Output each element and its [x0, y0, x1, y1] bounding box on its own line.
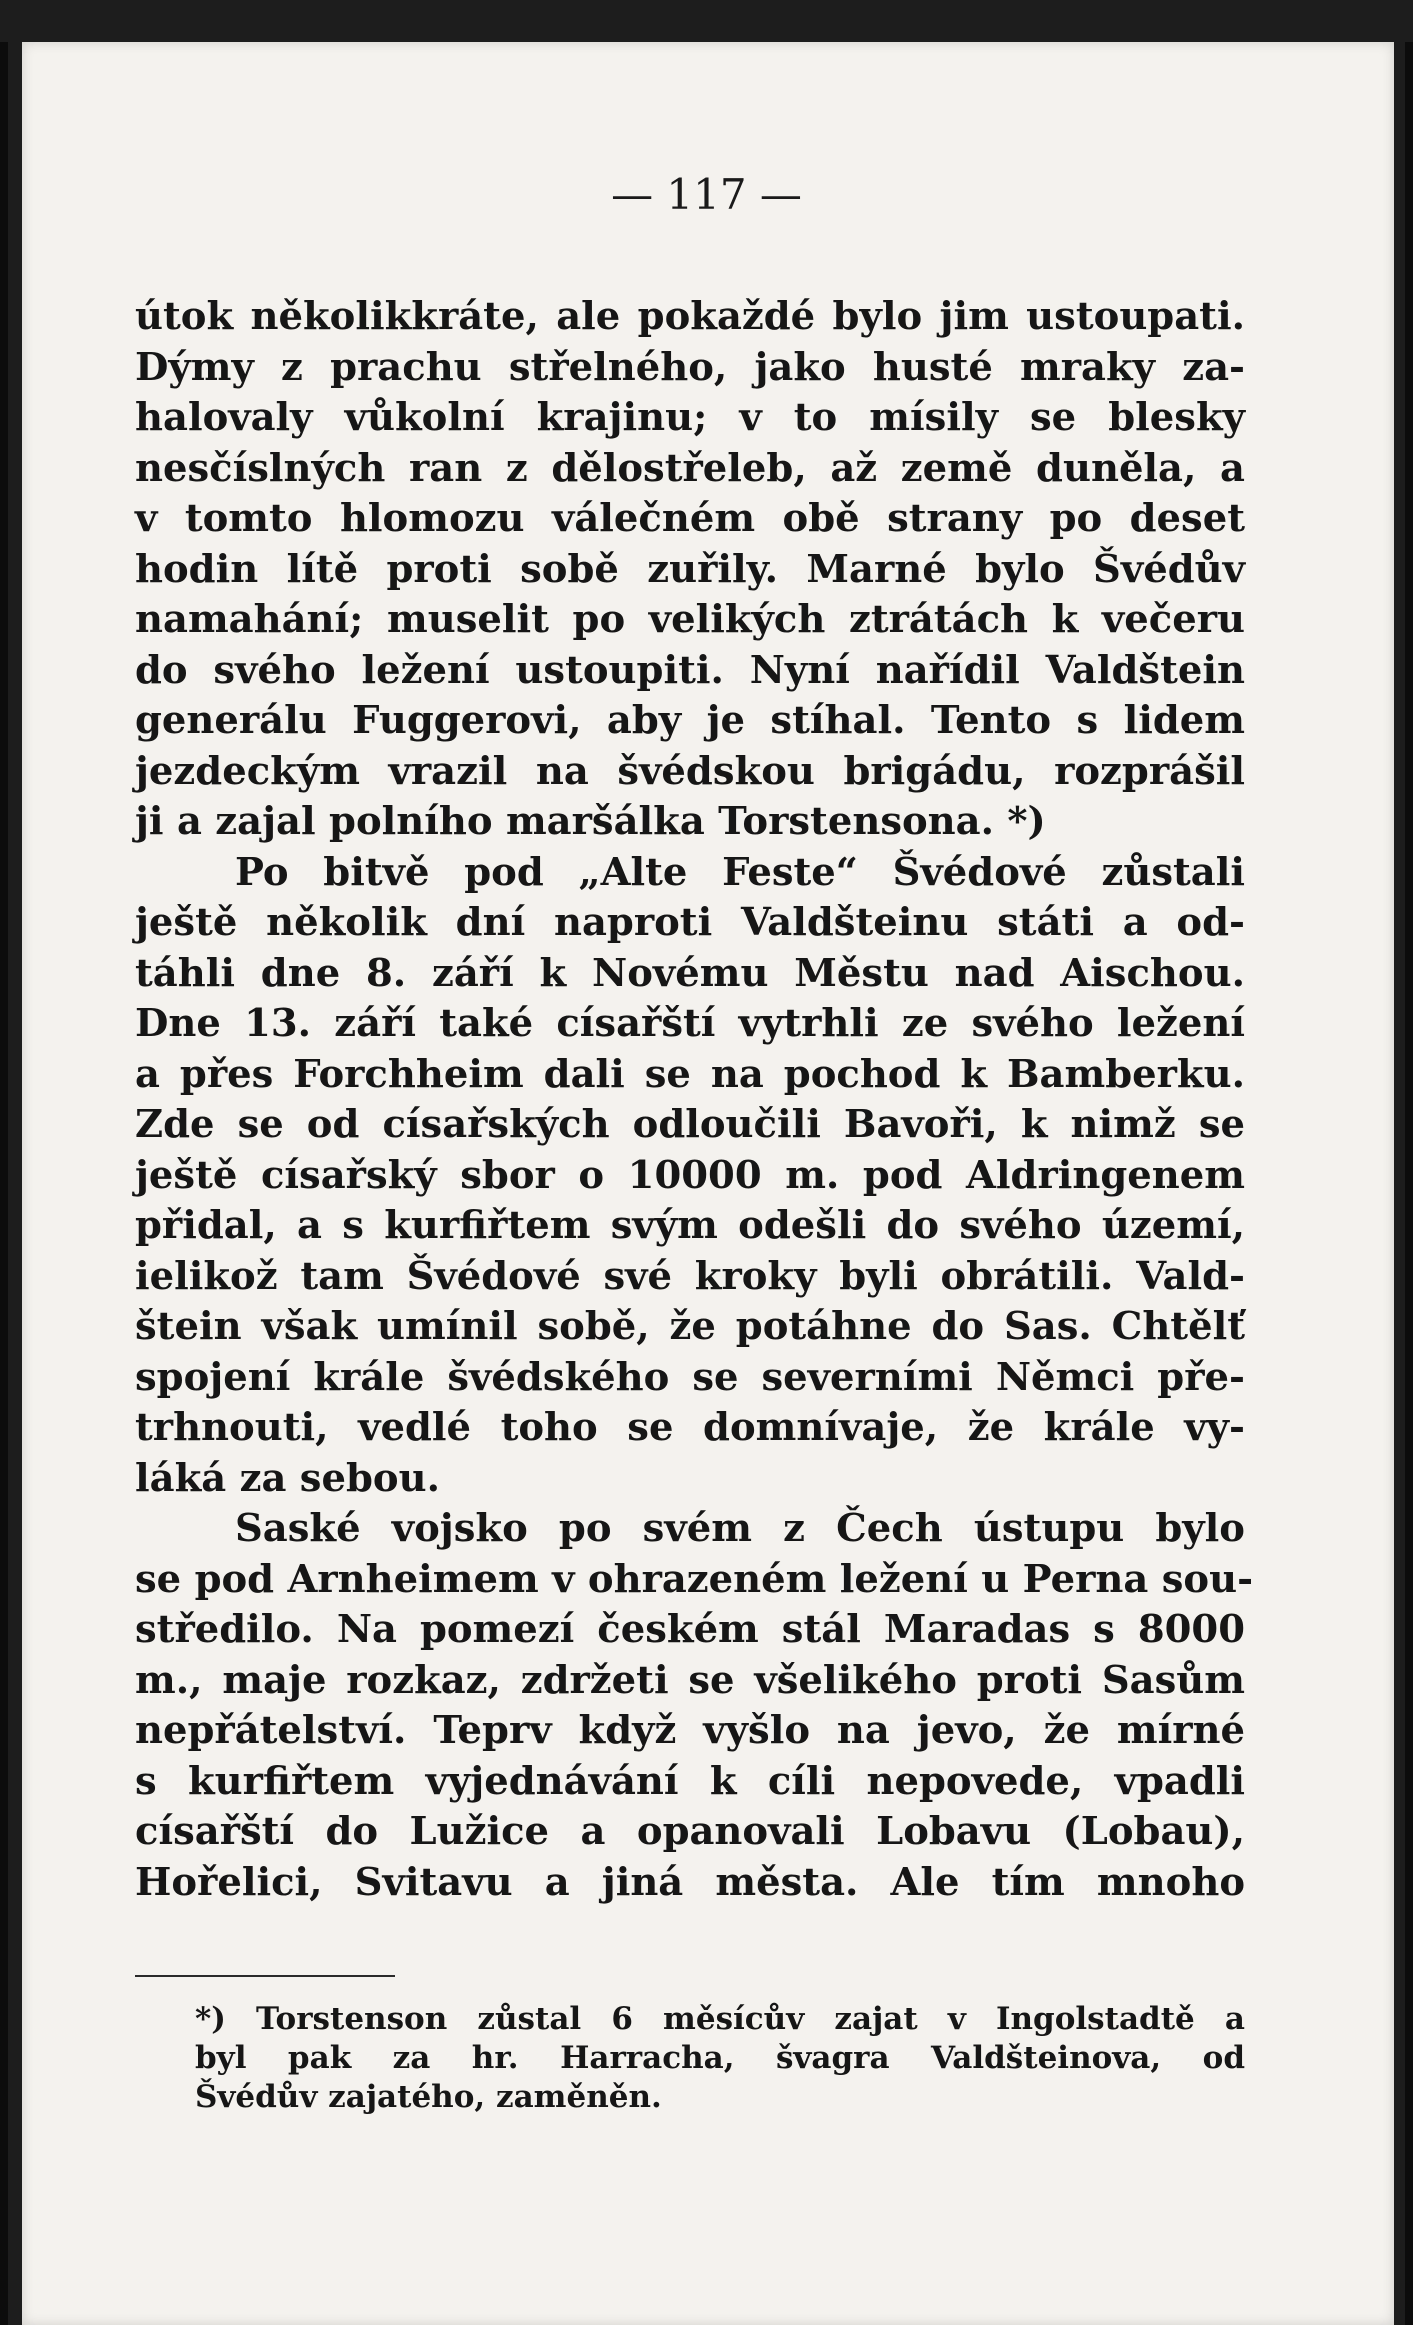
page-number: — 117 —	[611, 170, 802, 219]
text-line: císařští do Lužice a opanovali Lobavu (Lobau),	[135, 1809, 1245, 1854]
text-line: Po bitvě pod „Alte Feste“ Švédové zůstali	[235, 849, 1245, 895]
text-line: nesčíslných ran z dělostřeleb, až země duněla, a	[135, 445, 1245, 491]
footnote-line: *) Torstenson zůstal 6 měsícův zajat v Ingolstadtě a	[195, 2001, 1245, 2037]
footnote-divider	[135, 1975, 395, 1977]
text-line: do svého ležení ustoupiti. Nyní nařídil Valdštein	[135, 647, 1245, 693]
text-line: Dýmy z prachu střelného, jako husté mraky za-	[135, 344, 1245, 390]
text-line: a přes Forchheim dali se na pochod k Bamberku.	[135, 1051, 1245, 1097]
text-line: s kurfiřtem vyjednávání k cíli nepovede, vpadli	[135, 1758, 1245, 1804]
paragraph-2	[135, 848, 1245, 1505]
body-text	[135, 292, 1254, 1908]
text-line: generálu Fuggerovi, aby je stíhal. Tento s lidem	[135, 698, 1245, 743]
text-line: ještě několik dní naproti Valdšteinu státi a od-	[135, 900, 1245, 945]
text-line: ji a zajal polního maršálka Torstensona. *)	[135, 799, 1046, 844]
footnote	[195, 2000, 1245, 2117]
text-line: Dne 13. září také císařští vytrhli ze svého ležení	[135, 1001, 1245, 1046]
text-line: namahání; muselit po velikých ztrátách k večeru	[135, 597, 1245, 642]
text-line: jezdeckým vrazil na švédskou brigádu, rozprášil	[135, 748, 1245, 794]
text-line: se pod Arnheimem v ohrazeném ležení u Perna sou-	[135, 1556, 1254, 1602]
text-line: přidal, a s kurfiřtem svým odešli do svého území,	[135, 1203, 1245, 1248]
book-edge-left	[0, 42, 8, 2325]
footnote-line: byl pak za hr. Harracha, švagra Valdšteinova, od	[195, 2040, 1245, 2076]
text-line: ielikož tam Švédové své kroky byli obrátili. Vald-	[135, 1253, 1245, 1299]
text-line: štein však umínil sobě, že potáhne do Sas. Chtělť	[135, 1304, 1245, 1349]
text-line: nepřátelství. Teprv když vyšlo na jevo, že mírné	[135, 1708, 1245, 1753]
text-line: m., maje rozkaz, zdržeti se všelikého proti Sasům	[135, 1657, 1245, 1703]
text-line: útok několikkráte, ale pokaždé bylo jim ustoupati.	[135, 294, 1245, 339]
footnote-line: Švédův zajatého, zaměněn.	[195, 2079, 662, 2115]
text-line: Zde se od císařských odloučili Bavoři, k nimž se	[135, 1102, 1245, 1147]
book-edge-right	[1405, 42, 1413, 2325]
text-line: halovaly vůkolní krajinu; v to mísily se blesky	[135, 395, 1245, 440]
text-line: trhnouti, vedlé toho se domnívaje, že krále vy-	[135, 1405, 1245, 1450]
text-line: Hořelici, Svitavu a jiná města. Ale tím mnoho	[135, 1859, 1245, 1905]
text-line: středilo. Na pomezí českém stál Maradas s 8000	[135, 1607, 1245, 1652]
text-line: Saské vojsko po svém z Čech ústupu bylo	[235, 1506, 1245, 1551]
paragraph-3	[135, 1504, 1254, 1908]
text-line: táhli dne 8. září k Novému Městu nad Aischou.	[135, 950, 1245, 996]
text-line: ještě císařský sbor o 10000 m. pod Aldringenem	[135, 1152, 1245, 1198]
text-line: láká za sebou.	[135, 1455, 440, 1501]
text-line: hodin lítě proti sobě zuřily. Marné bylo Švédův	[135, 546, 1245, 592]
text-line: v tomto hlomozu válečném obě strany po deset	[135, 496, 1245, 541]
text-line: spojení krále švédského se severními Němci pře-	[135, 1354, 1245, 1400]
paragraph-1	[135, 292, 1245, 848]
